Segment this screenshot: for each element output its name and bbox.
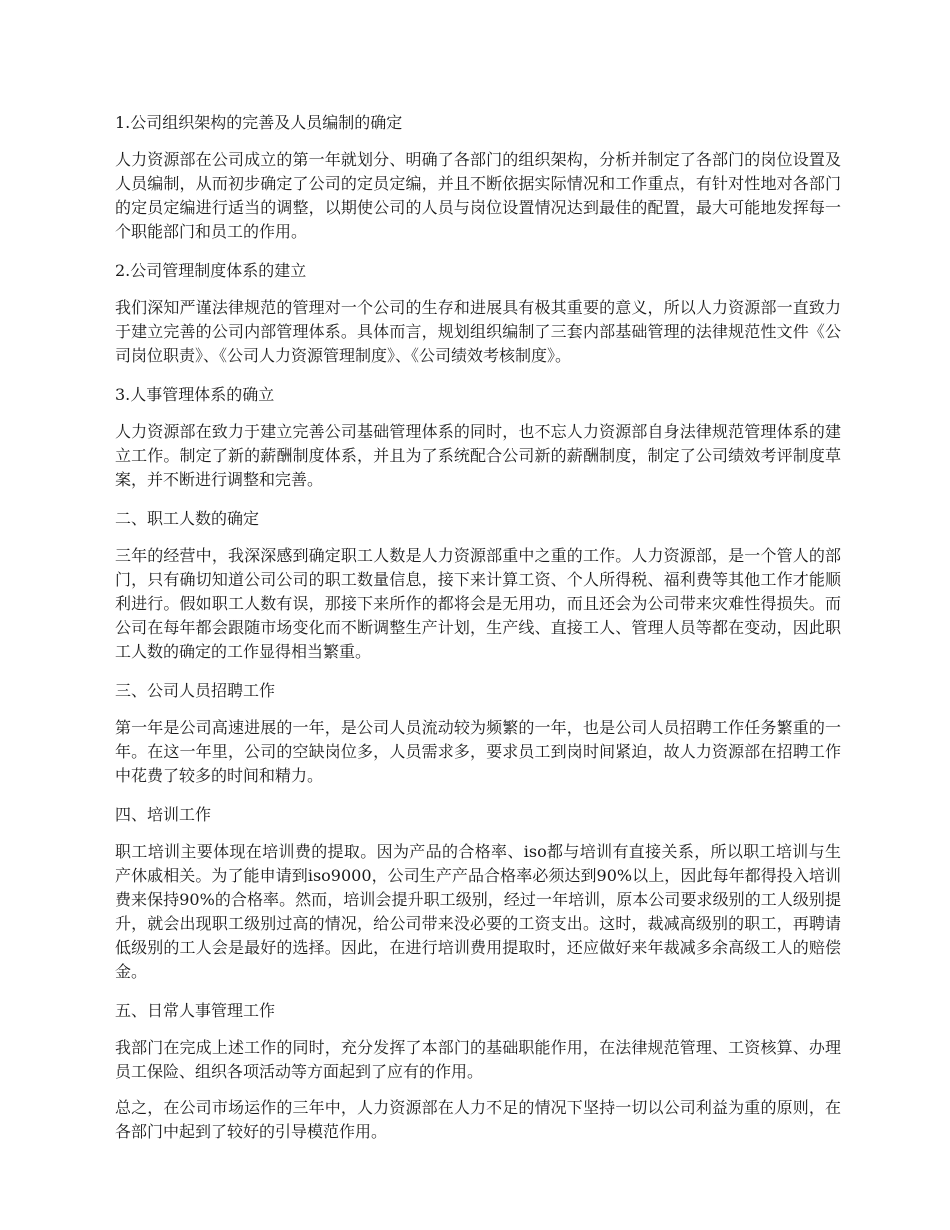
section-heading-daily-hr: 五、日常人事管理工作 — [115, 1001, 276, 1020]
paragraph-daily-hr: 我部门在完成上述工作的同时，充分发挥了本部门的基础职能作用，在法律规范管理、工资核算、办理员工保险、组织各项活动等方面起到了应有的作用。 — [115, 1038, 841, 1081]
section-heading-org-structure: 1.公司组织架构的完善及人员编制的确定 — [115, 113, 403, 132]
section-heading-headcount: 二、职工人数的确定 — [115, 509, 260, 528]
paragraph-headcount: 三年的经营中，我深深感到确定职工人数是人力资源部重中之重的工作。人力资源部，是一个管人的部门，只有确切知道公司公司的职工数量信息，接下来计算工资、个人所得税、福利费等其他工作才能顺利进行。假如职工人数有误，那接下来所作的都将会是无用功，而且还会为公司带来灾难性得损失。而公司在每年都会跟随市场变化而不断调整生产计划，生产线、直接工人、管理人员等都在变动，因此职工人数的确定的工作显得相当繁重。 — [115, 546, 841, 661]
paragraph-conclusion: 总之，在公司市场运作的三年中，人力资源部在人力不足的情况下坚持一切以公司利益为重的原则，在各部门中起到了较好的引导模范作用。 — [115, 1098, 841, 1141]
paragraph-org-structure: 人力资源部在公司成立的第一年就划分、明确了各部门的组织架构，分析并制定了各部门的岗位设置及人员编制，从而初步确定了公司的定员定编，并且不断依据实际情况和工作重点，有针对性地对各部门的定员定编进行适当的调整，以期使公司的人员与岗位设置情况达到最佳的配置，最大可能地发挥每一个职能部门和员工的作用。 — [115, 150, 841, 241]
section-heading-management-system: 2.公司管理制度体系的建立 — [115, 261, 307, 280]
paragraph-hr-system: 人力资源部在致力于建立完善公司基础管理体系的同时，也不忘人力资源部自身法律规范管理体系的建立工作。制定了新的薪酬制度体系，并且为了系统配合公司新的薪酬制度，制定了公司绩效考评制度草案，并不断进行调整和完善。 — [115, 422, 841, 489]
section-heading-recruitment: 三、公司人员招聘工作 — [115, 681, 276, 700]
section-heading-training: 四、培训工作 — [115, 805, 212, 824]
paragraph-recruitment: 第一年是公司高速进展的一年，是公司人员流动较为频繁的一年，也是公司人员招聘工作任务繁重的一年。在这一年里，公司的空缺岗位多，人员需求多，要求员工到岗时间紧迫，故人力资源部在招聘工作中花费了较多的时间和精力。 — [115, 718, 841, 785]
paragraph-management-system: 我们深知严谨法律规范的管理对一个公司的生存和进展具有极其重要的意义，所以人力资源部一直致力于建立完善的公司内部管理体系。具体而言，规划组织编制了三套内部基础管理的法律规范性文件《公司岗位职责》、《公司人力资源管理制度》、《公司绩效考核制度》。 — [115, 298, 841, 365]
document-page — [115, 108, 841, 1156]
section-heading-hr-system: 3.人事管理体系的确立 — [115, 385, 275, 404]
paragraph-training: 职工培训主要体现在培训费的提取。因为产品的合格率、iso都与培训有直接关系，所以职工培训与生产休戚相关。为了能申请到iso9000，公司生产产品合格率必须达到90%以上，因此每年都得投入培训费来保持90%的合格率。然而，培训会提升职工级别，经过一年培训，原本公司要求级别的工人级别提升，就会出现职工级别过高的情况，给公司带来没必要的工资支出。这时，裁减高级别的职工，再聘请低级别的工人会是最好的选择。因此，在进行培训费用提取时，还应做好来年裁减多余高级工人的赔偿金。 — [115, 842, 841, 981]
